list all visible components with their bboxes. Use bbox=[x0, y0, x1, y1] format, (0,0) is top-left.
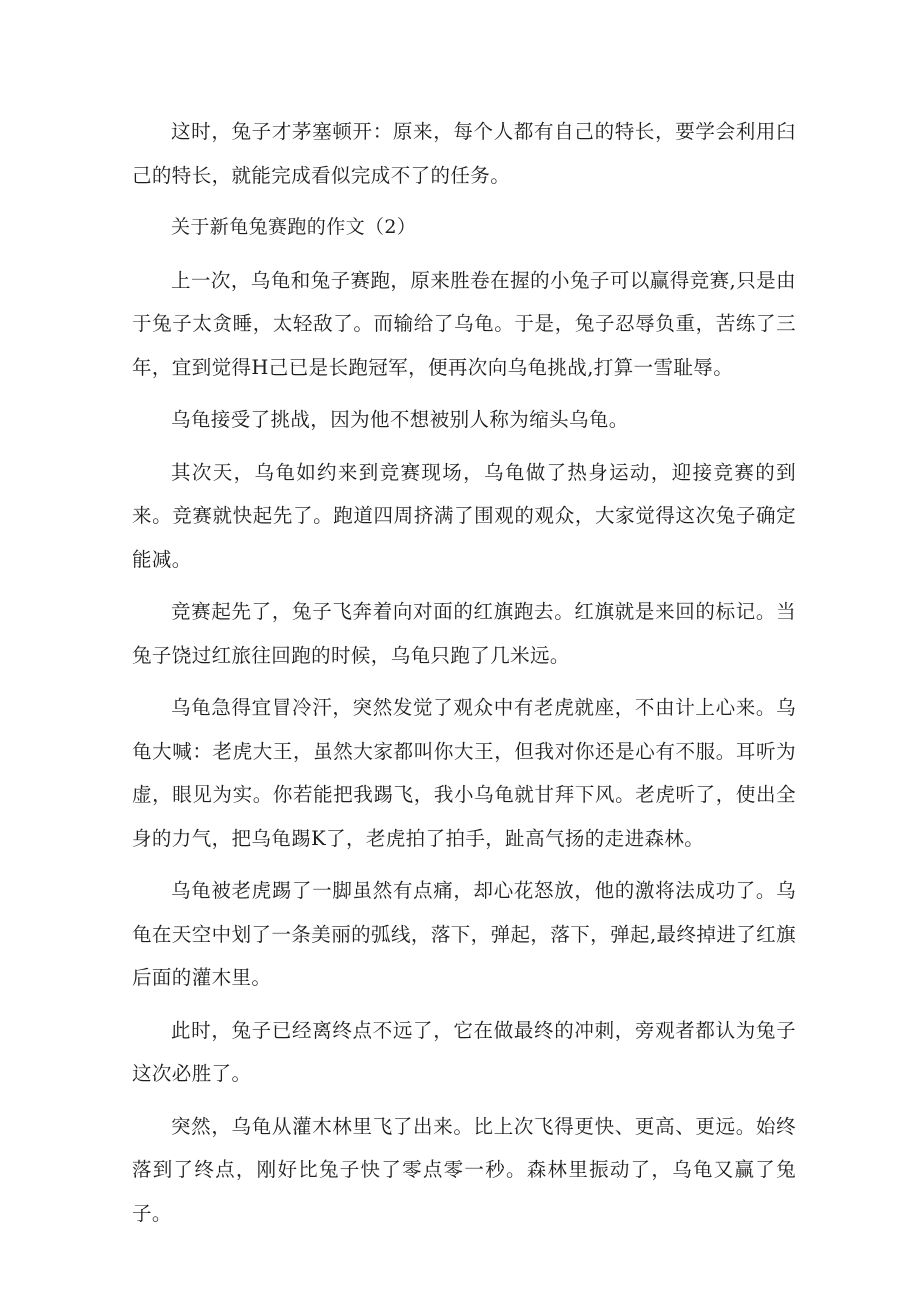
paragraph-race-day: 其次天，乌龟如约来到竞赛现场，乌龟做了热身运动，迎接竞赛的到来。竞赛就快起先了。跑道四周挤满了围观的观众，大家觉得这次兔子确定能减。 bbox=[132, 460, 796, 571]
paragraph-tiger: 乌龟急得宜冒冷汗，突然发觉了观众中有老虎就座，不由计上心来。乌龟大喊：老虎大王，虽然大家都叫你大王，但我对你还是心有不服。耳听为虚，眼见为实。你若能把我踢飞，我小乌龟就甘拜下风。老虎听了，使出全身的力气，把乌龟踢K了，老虎拍了拍手，趾高气扬的走进森林。 bbox=[132, 696, 796, 850]
section-heading: 关于新龟兔赛跑的作文（2） bbox=[171, 216, 417, 238]
paragraph-ending: 突然，乌龟从灌木林里飞了出来。比上次飞得更快、更高、更远。始终落到了终点，刚好比兔子快了零点零一秒。森林里振动了，乌龟又赢了兔子。 bbox=[132, 1114, 796, 1225]
document-body bbox=[132, 110, 796, 1244]
paragraph-intro: 上一次，乌龟和兔子赛跑，原来胜卷在握的小兔子可以赢得竞赛,只是由于兔子太贪睡，太轻敌了。而输给了乌龟。于是，兔子忍辱负重，苦练了三年，宜到觉得H己已是长跑冠军，便再次向乌龟挑战,打算一雪耻辱。 bbox=[132, 268, 796, 379]
paragraph-accept-challenge: 乌龟接受了挑战，因为他不想被别人称为缩头乌龟。 bbox=[171, 408, 629, 431]
paragraph-rabbit-sprint: 此时，兔子已经离终点不远了，它在做最终的冲刺，旁观者都认为兔子这次必胜了。 bbox=[132, 1018, 796, 1085]
paragraph-race-start: 竞赛起先了，兔子飞奔着向对面的红旗跑去。红旗就是来回的标记。当兔子饶过红旅往回跑的时候，乌龟只跑了几米远。 bbox=[132, 600, 796, 667]
paragraph-flight: 乌龟被老虎踢了一脚虽然有点痛，却心花怒放，他的激将法成功了。乌龟在天空中划了一条美丽的弧线，落下，弹起，落下，弹起,最终掉进了红旗后面的灌木里。 bbox=[132, 879, 796, 989]
paragraph-conclusion: 这时，兔子才茅塞顿开：原来，每个人都有自己的特长，要学会利用臼己的特长，就能完成看似完成不了的任务。 bbox=[132, 120, 796, 187]
